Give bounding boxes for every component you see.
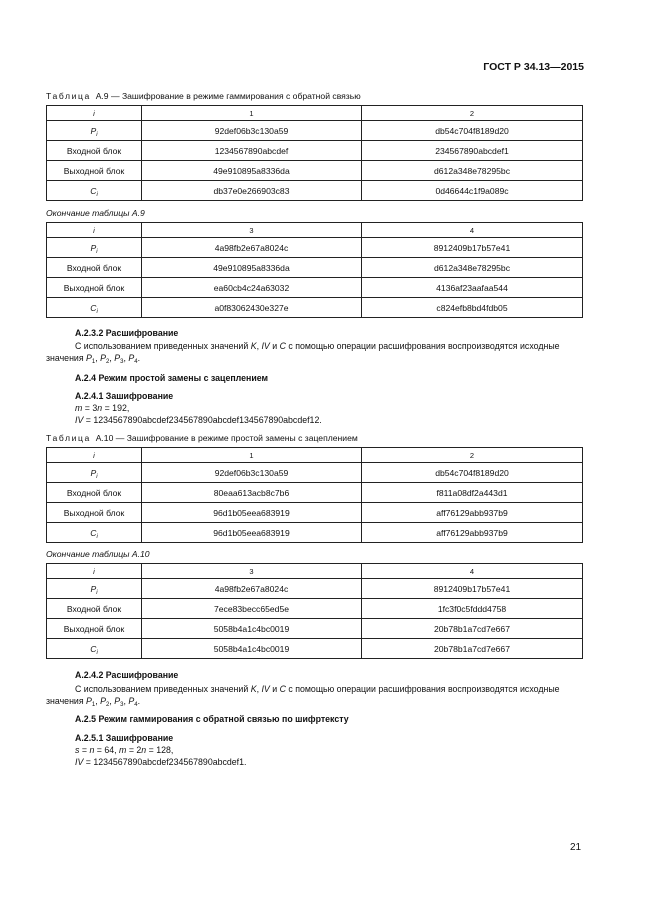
row-label-p: $P_i$	[47, 238, 142, 258]
table-a9	[46, 105, 583, 201]
table-header-row	[47, 448, 583, 463]
row-label: Входной блок	[47, 483, 142, 503]
table-cell: 5058b4a1c4bc0019	[142, 619, 362, 639]
table-cell: aff76129abb937b9	[362, 523, 583, 543]
section-heading: А.2.4 Режим простой замены с зацеплением	[75, 373, 269, 383]
table-cell: 4a98fb2e67a8024c	[142, 238, 362, 258]
table-row	[47, 141, 583, 161]
table-cell: c824efb8bd4fdb05	[362, 298, 583, 318]
table-continuation-caption: Окончание таблицы А.10	[46, 549, 150, 559]
table-a9-end	[46, 222, 583, 318]
col-header: 2	[362, 106, 583, 121]
paragraph: С использованием приведенных значений K, IV и C с помощью операции расшифрования воспроизводятся исходные значения $P_1$, $P_2$, $P_3$, $P_4$.	[46, 684, 560, 708]
table-row	[47, 503, 583, 523]
table-row	[47, 298, 583, 318]
table-cell: 1fc3f0c5fddd4758	[362, 599, 583, 619]
table-row	[47, 523, 583, 543]
col-header: i	[47, 564, 142, 579]
table-row	[47, 181, 583, 201]
table-header-row	[47, 564, 583, 579]
table-continuation-caption: Окончание таблицы А.9	[46, 208, 145, 218]
table-row	[47, 463, 583, 483]
row-label-p: $P_i$	[47, 121, 142, 141]
row-label: Входной блок	[47, 258, 142, 278]
row-label: Выходной блок	[47, 619, 142, 639]
table-cell: 0d46644c1f9a089c	[362, 181, 583, 201]
table-cell: 96d1b05eea683919	[142, 503, 362, 523]
col-header: 2	[362, 448, 583, 463]
col-header: i	[47, 223, 142, 238]
section-heading: А.2.3.2 Расшифрование	[75, 328, 179, 338]
table-row	[47, 121, 583, 141]
table-cell: 92def06b3c130a59	[142, 463, 362, 483]
table-cell: aff76129abb937b9	[362, 503, 583, 523]
table-cell: a0f83062430e327e	[142, 298, 362, 318]
col-header: 3	[142, 564, 362, 579]
table-cell: d612a348e78295bc	[362, 258, 583, 278]
table-cell: ea60cb4c24a63032	[142, 278, 362, 298]
col-header: 4	[362, 564, 583, 579]
table-row	[47, 619, 583, 639]
table-row	[47, 579, 583, 599]
table-a10	[46, 447, 583, 543]
table-row	[47, 599, 583, 619]
table-label: Таблица	[46, 91, 91, 101]
row-label-p: $P_i$	[47, 463, 142, 483]
table-cell: 96d1b05eea683919	[142, 523, 362, 543]
table-caption	[46, 433, 358, 443]
page-number: 21	[570, 842, 582, 853]
col-header: 1	[142, 448, 362, 463]
row-label-c: $C_i$	[47, 523, 142, 543]
col-header: i	[47, 448, 142, 463]
table-cell: 5058b4a1c4bc0019	[142, 639, 362, 659]
table-cell: 7ece83becc65ed5e	[142, 599, 362, 619]
table-cell: f811a08df2a443d1	[362, 483, 583, 503]
row-label-p: $P_i$	[47, 579, 142, 599]
row-label: Входной блок	[47, 141, 142, 161]
formula-line: IV = 1234567890abcdef234567890abcdef1.	[75, 757, 247, 767]
table-row	[47, 278, 583, 298]
table-cell: 8912409b17b57e41	[362, 238, 583, 258]
col-header: 3	[142, 223, 362, 238]
table-cell: 92def06b3c130a59	[142, 121, 362, 141]
formula-line: s = n = 64, m = 2n = 128,	[75, 745, 174, 755]
col-header: 1	[142, 106, 362, 121]
table-cell: 49e910895a8336da	[142, 161, 362, 181]
table-cell: 20b78b1a7cd7e667	[362, 619, 583, 639]
table-label: Таблица	[46, 433, 91, 443]
section-heading: А.2.4.1 Зашифрование	[75, 391, 174, 401]
col-header: i	[47, 106, 142, 121]
row-label: Входной блок	[47, 599, 142, 619]
col-header: 4	[362, 223, 583, 238]
table-cell: 8912409b17b57e41	[362, 579, 583, 599]
row-label-c: $C_i$	[47, 639, 142, 659]
row-label: Выходной блок	[47, 278, 142, 298]
table-cell: db54c704f8189d20	[362, 121, 583, 141]
section-heading: А.2.5.1 Зашифрование	[75, 733, 174, 743]
row-label: Выходной блок	[47, 161, 142, 181]
table-header-row	[47, 223, 583, 238]
table-cell: 234567890abcdef1	[362, 141, 583, 161]
table-a10-end	[46, 563, 583, 659]
table-row	[47, 258, 583, 278]
formula-line: m = 3n = 192,	[75, 403, 130, 413]
table-row	[47, 238, 583, 258]
table-cell: db37e0e266903c83	[142, 181, 362, 201]
table-cell: 1234567890abcdef	[142, 141, 362, 161]
table-title: А.9 — Зашифрование в режиме гаммирования с обратной связью	[95, 91, 361, 101]
table-cell: db54c704f8189d20	[362, 463, 583, 483]
table-header-row	[47, 106, 583, 121]
row-label: Выходной блок	[47, 503, 142, 523]
table-cell: 4136af23aafaa544	[362, 278, 583, 298]
section-heading: А.2.5 Режим гаммирования с обратной связью по шифртексту	[75, 714, 349, 724]
table-cell: 49e910895a8336da	[142, 258, 362, 278]
paragraph: С использованием приведенных значений K, IV и C с помощью операции расшифрования воспроизводятся исходные значения $P_1$, $P_2$, $P_3$, $P_4$.	[46, 341, 560, 365]
table-cell: d612a348e78295bc	[362, 161, 583, 181]
row-label-c: $C_i$	[47, 298, 142, 318]
table-caption	[46, 91, 361, 101]
table-row	[47, 161, 583, 181]
section-heading: А.2.4.2 Расшифрование	[75, 670, 179, 680]
table-cell: 80eaa613acb8c7b6	[142, 483, 362, 503]
table-row	[47, 483, 583, 503]
document-header: ГОСТ Р 34.13—2015	[483, 61, 584, 73]
row-label-c: $C_i$	[47, 181, 142, 201]
table-row	[47, 639, 583, 659]
formula-line: IV = 1234567890abcdef234567890abcdef134567890abcdef12.	[75, 415, 322, 425]
table-title: А.10 — Зашифрование в режиме простой замены с зацеплением	[95, 433, 358, 443]
table-cell: 4a98fb2e67a8024c	[142, 579, 362, 599]
table-cell: 20b78b1a7cd7e667	[362, 639, 583, 659]
